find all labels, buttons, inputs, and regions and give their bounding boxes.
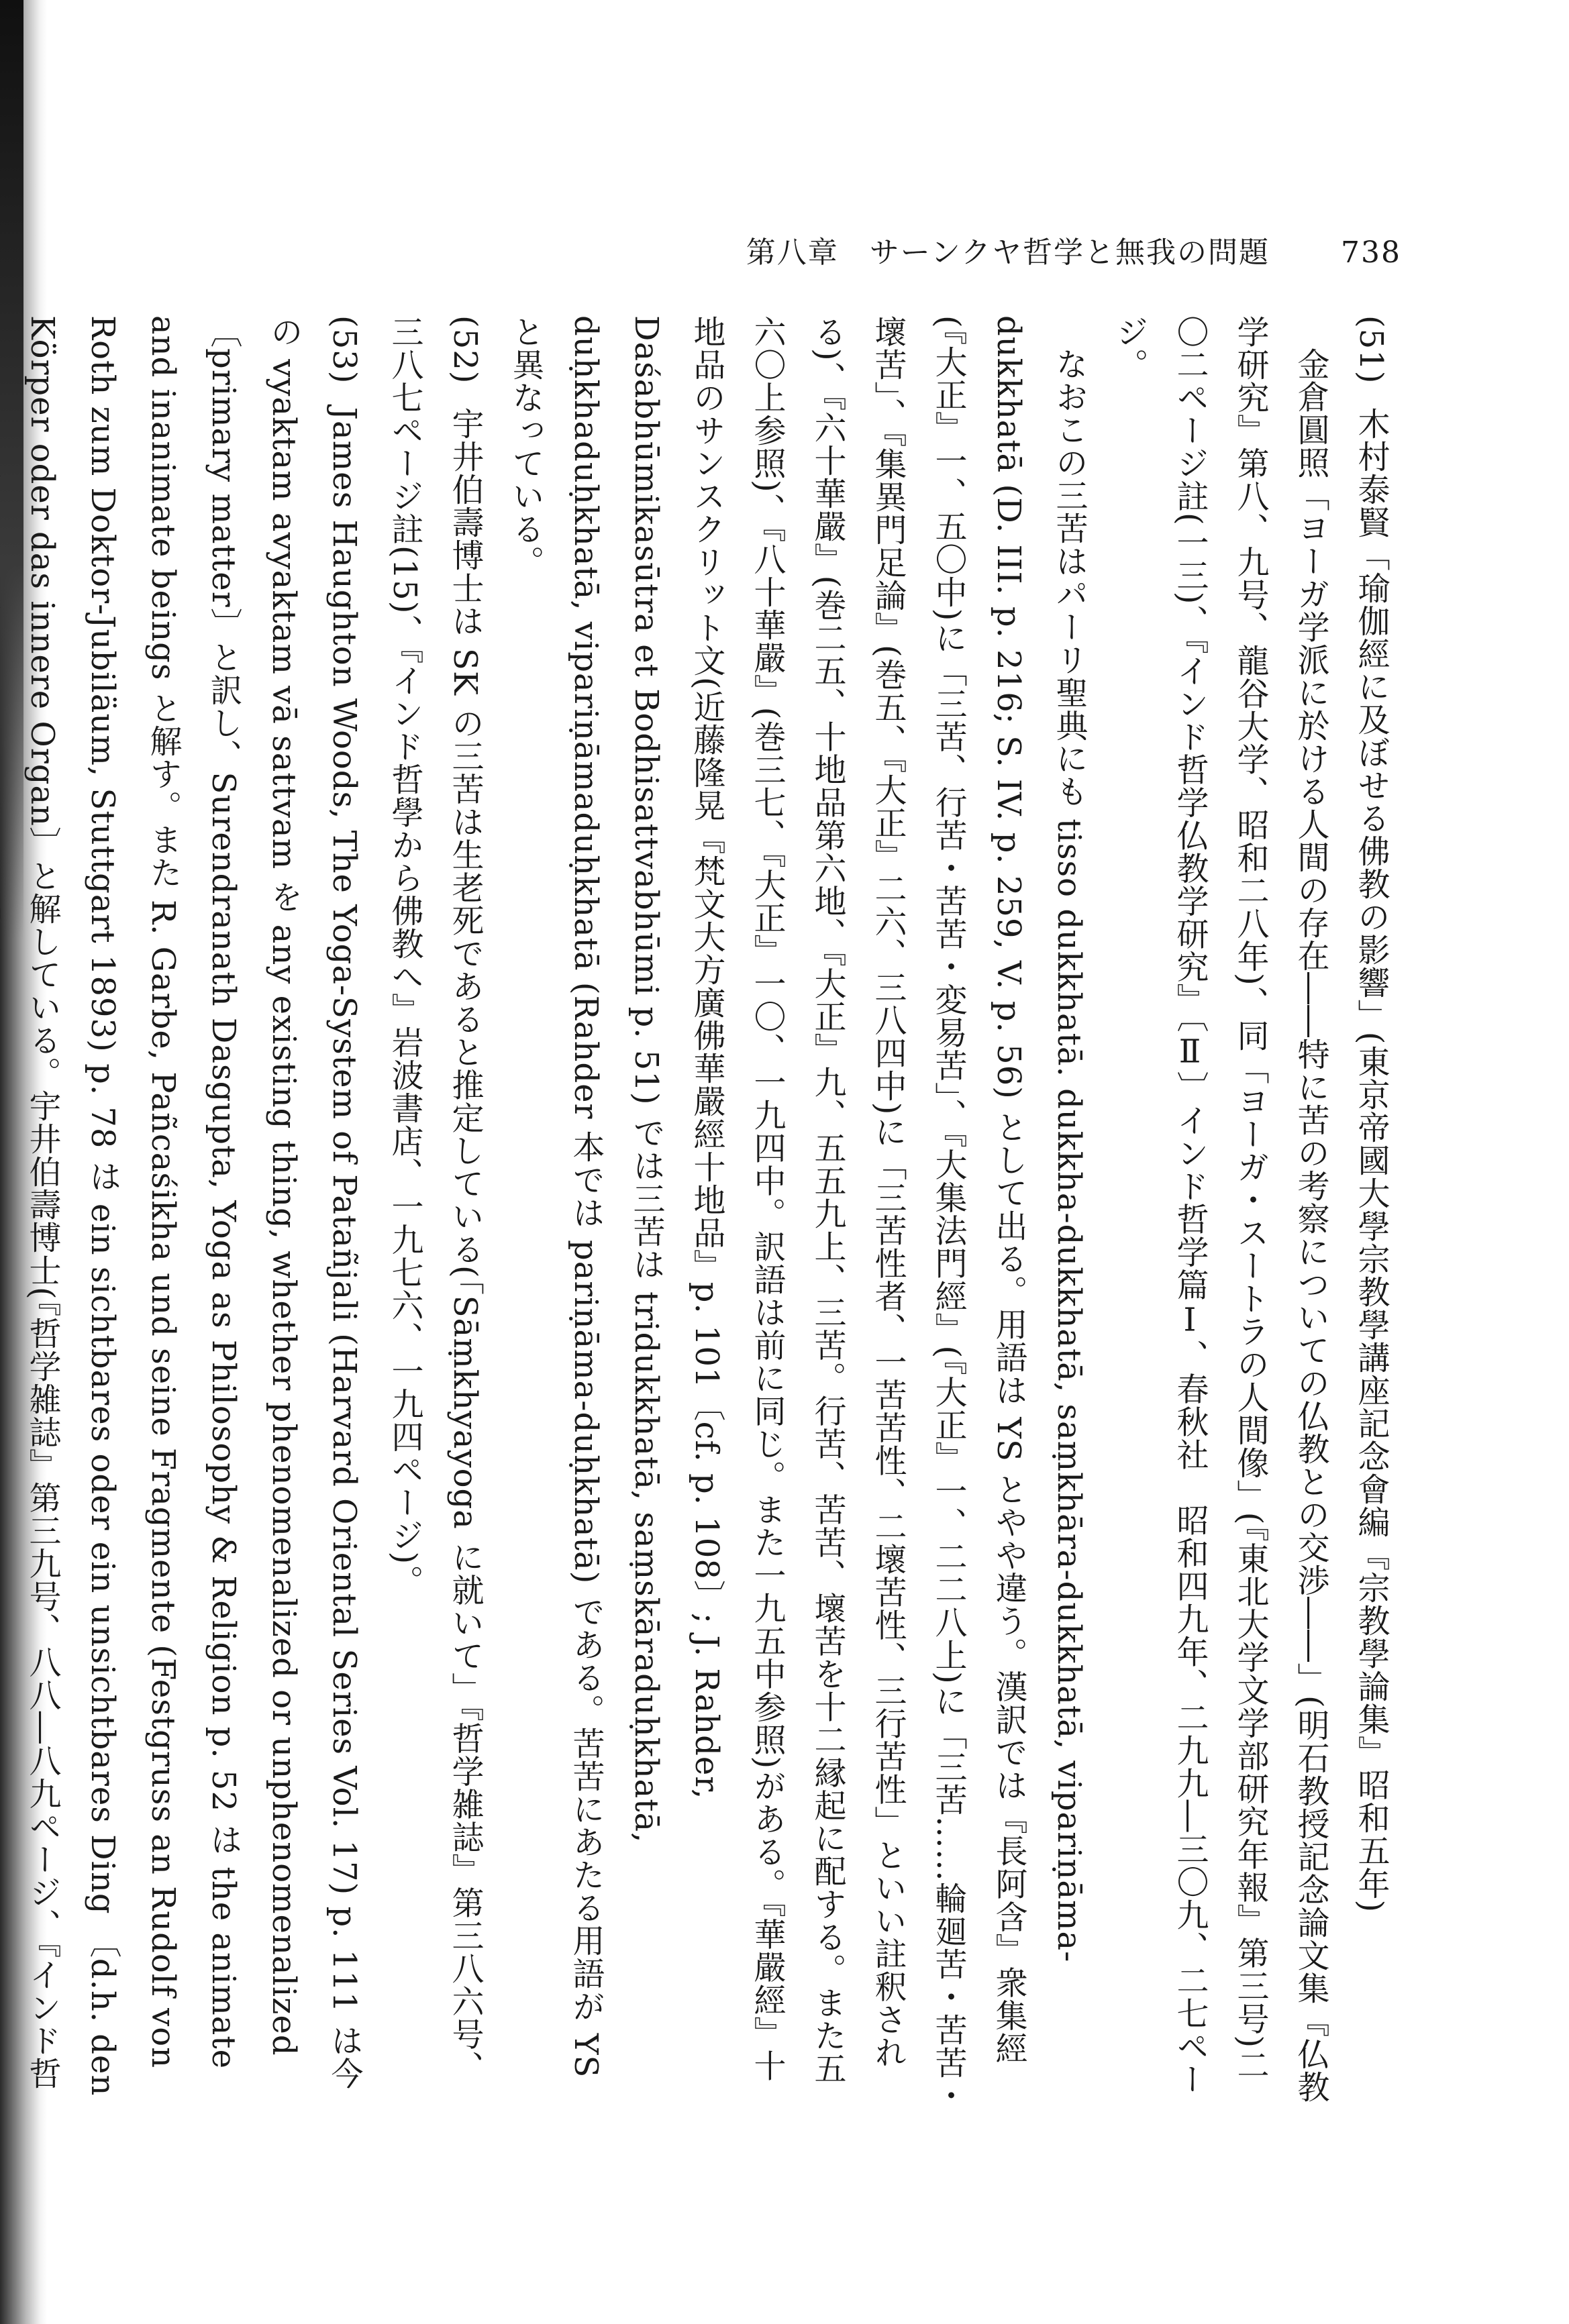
note-53	[0, 315, 374, 2113]
page-number: 738	[1341, 235, 1401, 270]
note-text: James Haughton Woods, The Yoga-System of Patañjali (Harvard Oriental Series Vol. 17) p. 111 は今の vyaktam avyaktam vā sattvam を any existing thing, whether phenomenalized or unphenomenalized 〔primary matter〕と訳し、Surendranath Dasgupta, Yoga as Philosophy & Religion p. 52 は the animate and inanimate beings と解す。また R. Garbe, Pañcaśikha und seine Fragmente (Festgruss an Rudolf von Roth zum Doktor-Jubiläum, Stuttgart 1893) p. 78 は ein sichtbares oder ein unsichtbares Ding 〔d.h. den Körper oder das innere Organ〕と解している。宇井伯壽博士(『哲学雑誌』第三九号、八八―八九ページ、『インド哲	[23, 315, 363, 2097]
note-text: 宇井伯壽博士は SK の三苦は生老死であると推定している(「Sāṃkhyayoga に就いて」『哲学雑誌』第三八六号、三八七ページ註(15)、『インド哲學から佛教へ』岩波書店、一九七六、一九四ページ)。	[386, 315, 484, 2084]
note-number: (51)	[1352, 315, 1390, 384]
note-paragraph: なおこの三苦はパーリ聖典にも tisso dukkhatā. dukkha-dukkhatā, saṃkhāra-dukkhatā, vipariṇāma-dukkhatā (D. III. p. 216; S. IV. p. 259, V. p. 56) として出る。用語は YS とやや違う。漢訳では『長阿含』衆集經(『大正』一、五〇中)に「三苦、行苦・苦苦・変易苦」、『大集法門經』(『大正』一、二二八上)に「三苦……輪廻苦・苦苦・壞苦」、『集異門足論』(巻五、『大正』二六、三八四中)に「三苦性者、一苦苦性、二壞苦性、三行苦性」といい註釈される)、『六十華嚴』(巻二五、十地品第六地、『大正』九、五五九上、三苦。行苦、苦苦、壞苦を十二縁起に配する。また五六〇上参照)、『八十華嚴』(巻三七、『大正』一〇、一九四中。訳語は前に同じ。また一九五中参照)がある。『華嚴經』十地品のサンスクリット文(近藤隆晃『梵文大方廣佛華嚴經十地品』p. 101〔cf. p. 108〕; J. Rahder, Daśabhūmikasūtra et Bodhisattvabhūmi p. 51) では三苦は tridukkhatā, saṃskāraduḥkhatā, duḥkhaduḥkhatā, vipariṇāmaduḥkhatā (Rahder 本では pariṇāma-duḥkhatā) である。苦苦にあたる用語が YS と異なっている。	[507, 315, 1088, 2112]
notes-body	[23, 315, 1401, 2113]
note-paragraph	[374, 315, 495, 2113]
note-paragraph: 金倉圓照「ヨーガ学派に於ける人間の存在――特に苦の考察についての仏教との交渉――」(明石教授記念論文集『仏教学研究』第八、九号、龍谷大学、昭和二八年)、同「ヨーガ・スートラの人間像」(『東北大学文学部研究年報』第三号)二〇二ページ註(一三)、『インド哲学仏教学研究』〔Ⅱ〕インド哲学篇Ⅰ、春秋社 昭和四九年、二九九―三〇九、二七ページ。	[1111, 315, 1329, 2103]
note-51	[495, 315, 1401, 2113]
note-paragraph	[1341, 315, 1401, 2113]
note-number: (52)	[446, 315, 484, 384]
note-number: (53)	[325, 315, 363, 384]
running-head	[730, 228, 1401, 268]
chapter-title: 第八章 サーンクヤ哲学と無我の問題	[746, 235, 1270, 270]
note-paragraph	[0, 315, 374, 2113]
note-text: 木村泰賢「瑜伽經に及ぼせる佛教の影響」(東京帝國大學宗教學講座記念會編『宗教學論集』昭和五年)	[1352, 407, 1390, 1913]
note-52	[374, 315, 495, 2113]
